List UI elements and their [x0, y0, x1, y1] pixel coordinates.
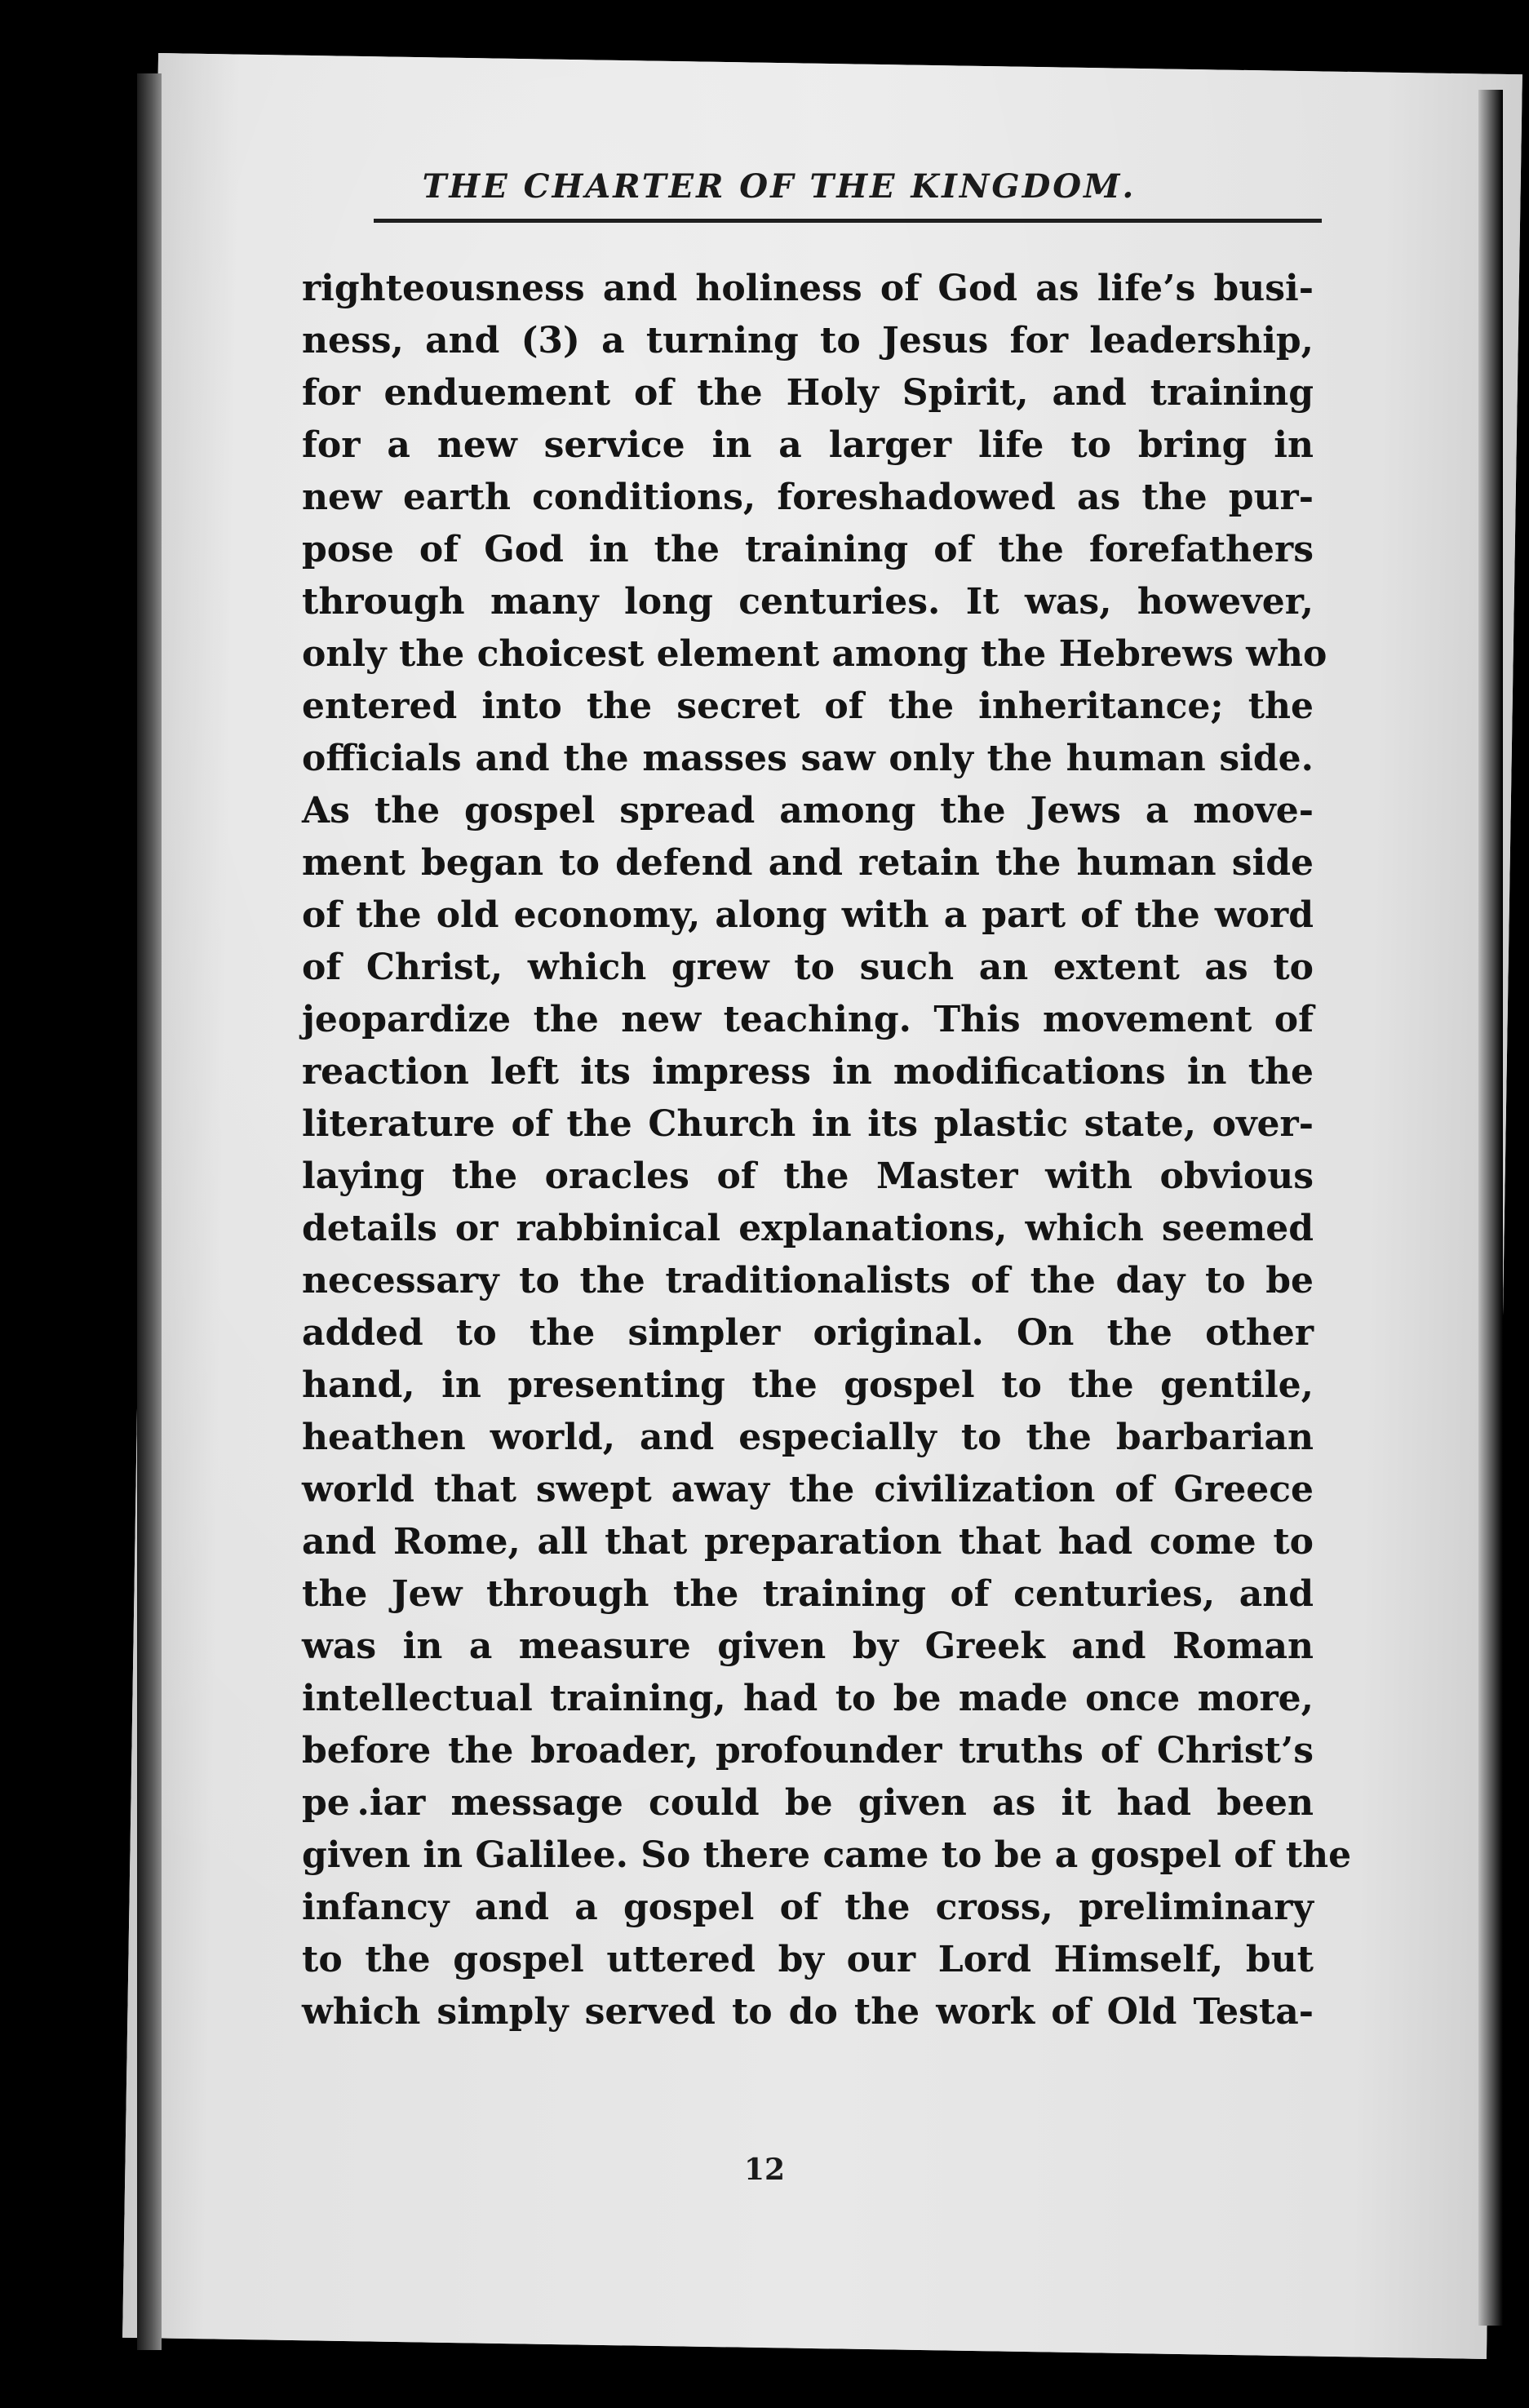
text-line: world that swept away the civilization of Greece [302, 1469, 1314, 1510]
text-line: of the old economy, along with a part of the word [302, 894, 1314, 936]
text-line: was in a measure given by Greek and Roman [302, 1625, 1314, 1667]
running-head: THE CHARTER OF THE KINGDOM. [422, 167, 1137, 206]
text-line: details or rabbinical explanations, which seemed [302, 1208, 1314, 1249]
text-line: heathen world, and especially to the barbarian [302, 1417, 1314, 1458]
text-line: new earth conditions, foreshadowed as the pur- [302, 477, 1314, 518]
text-line: intellectual training, had to be made once more, [302, 1678, 1314, 1719]
text-line: officials and the masses saw only the human side. [302, 738, 1314, 779]
text-line: for a new service in a larger life to bring in [302, 424, 1314, 466]
text-line: given in Galilee. So there came to be a gospel of the [302, 1834, 1352, 1876]
page-right-edge [1478, 90, 1503, 2326]
text-line: literature of the Church in its plastic state, over- [302, 1103, 1314, 1145]
page-binding-edge [137, 73, 162, 2350]
text-line: which simply served to do the work of Old Testa- [302, 1991, 1314, 2033]
text-line: ment began to defend and retain the human side [302, 842, 1314, 884]
text-line: to the gospel uttered by our Lord Himself, but [302, 1939, 1314, 1980]
text-line: of Christ, which grew to such an extent as to [302, 947, 1314, 988]
running-head-rule [374, 219, 1322, 223]
text-line: infancy and a gospel of the cross, preliminary [302, 1887, 1314, 1928]
text-line: for enduement of the Holy Spirit, and training [302, 372, 1314, 414]
text-line: pe .iar message could be given as it had been [302, 1782, 1314, 1824]
text-line: added to the simpler original. On the other [302, 1312, 1314, 1354]
text-line: pose of God in the training of the forefathers [302, 529, 1314, 570]
text-line: before the broader, profounder truths of Christ’s [302, 1730, 1314, 1772]
text-line: As the gospel spread among the Jews a move- [302, 790, 1314, 831]
text-line: laying the oracles of the Master with obvious [302, 1155, 1314, 1197]
text-line: reaction left its impress in modifications in the [302, 1051, 1314, 1093]
text-line: entered into the secret of the inheritance; the [302, 685, 1314, 727]
text-line: hand, in presenting the gospel to the gentile, [302, 1364, 1314, 1406]
text-line: righteousness and holiness of God as life’s busi- [302, 268, 1314, 309]
text-line: through many long centuries. It was, however, [302, 581, 1314, 623]
body-text [302, 263, 1352, 2038]
text-line: only the choicest element among the Hebrews who [302, 633, 1327, 675]
text-line: the Jew through the training of centuries, and [302, 1573, 1314, 1615]
text-line: jeopardize the new teaching. This movement of [302, 999, 1314, 1040]
text-line: necessary to the traditionalists of the day to be [302, 1260, 1314, 1302]
text-line: and Rome, all that preparation that had come to [302, 1521, 1314, 1563]
text-line: ness, and (3) a turning to Jesus for leadership, [302, 320, 1314, 361]
page-number: 12 [743, 2153, 786, 2187]
